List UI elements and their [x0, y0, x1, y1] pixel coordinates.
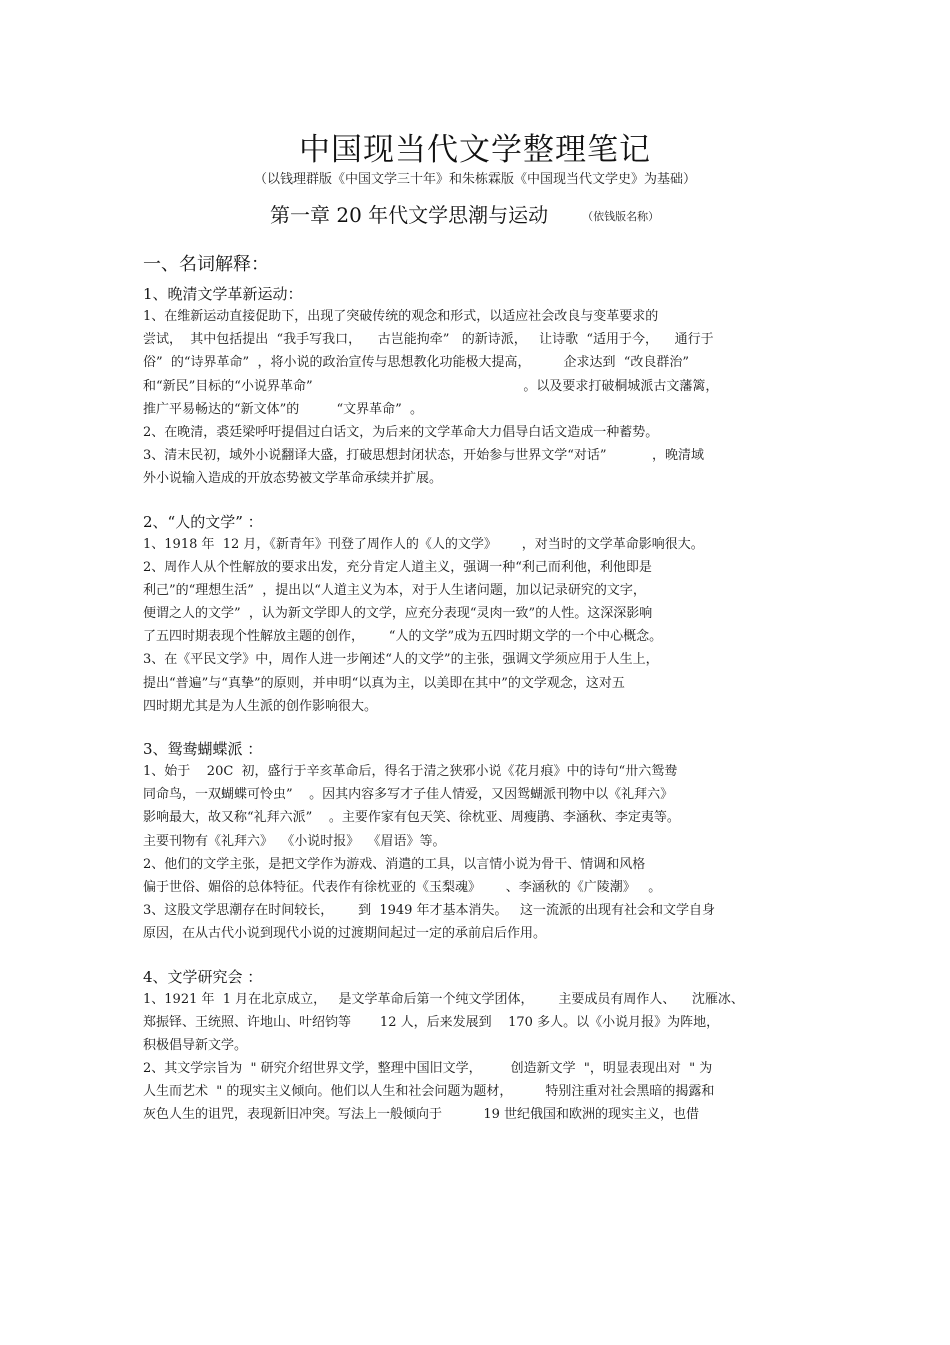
term-block [143, 738, 823, 946]
paragraph-line: 提出“普遍”与“真挚”的原则，并申明“以真为主，以美即在其中”的文学观念，这对五 [143, 675, 625, 691]
term-heading: 1、晚清文学革新运动： [143, 285, 303, 303]
term-heading: 4、文学研究会 ： [143, 967, 263, 986]
paragraph-line: 利己”的“理想生活” ，提出以“人道主义为本，对于人生诸问题，加以记录研究的文字， [143, 582, 646, 598]
chapter-heading [270, 199, 659, 228]
paragraph-line: 便谓之人的文学” ，认为新文学即人的文学，应充分表现“灵肉一致”的人性。这深深影响 [143, 606, 653, 622]
term-heading: 3、鸳鸯蝴蝶派 ： [143, 740, 263, 758]
paragraph-line: 外小说输入造成的开放态势被文学革命承续并扩展。 [143, 471, 443, 487]
chapter-title: 第一章 20 年代文学思潮与运动 [270, 203, 549, 227]
section-heading: 一、名词解释： [143, 254, 269, 275]
paragraph-line: 主要刊物有《礼拜六》 《小说时报》 《眉语》等。 [143, 833, 446, 849]
page-title: 中国现当代文学整理笔记 [299, 132, 651, 168]
paragraph-line: 和“新民”目标的“小说界革命” 。以及要求打破桐城派古文藩篱， [143, 378, 719, 394]
paragraph-line: 3、清末民初，域外小说翻译大盛，打破思想封闭状态，开始参与世界文学“对话” ，晚清域 [143, 448, 705, 464]
paragraph-line: 四时期尤其是为人生派的创作影响很大。 [143, 698, 378, 714]
document-body [143, 283, 823, 1127]
paragraph-line: 灰色人生的诅咒，表现新旧冲突。写法上一般倾向于 19 世纪俄国和欧洲的现实主义，也借 [143, 1107, 699, 1123]
paragraph-line: 原因，在从古代小说到现代小说的过渡期间起过一定的承前启后作用。 [143, 926, 547, 942]
paragraph-line: 偏于世俗、媚俗的总体特征。代表作有徐枕亚的《玉梨魂》 、李涵秋的《广陵潮》 。 [143, 879, 662, 895]
term-block [143, 511, 823, 719]
paragraph-line: 3、在《平民文学》中，周作人进一步阐述“人的文学”的主张，强调文学须应用于人生上， [143, 652, 659, 668]
paragraph-line: 2、周作人从个性解放的要求出发，充分肯定人道主义，强调一种“利己而利他，利他即是 [143, 559, 652, 575]
paragraph-line: 了五四时期表现个性解放主题的创作， “人的文学”成为五四时期文学的一个中心概念。 [143, 629, 663, 645]
paragraph-line: 2、他们的文学主张，是把文学作为游戏、消遣的工具，以言情小说为骨干、情调和风格 [143, 856, 646, 872]
paragraph-line: 3、这股文学思潮存在时间较长， 到 1949 年才基本消失。 这一流派的出现有社会和文学自身 [143, 903, 715, 919]
term-block [143, 966, 823, 1127]
paragraph-line: 俗” 的“诗界革命” ，将小说的政治宣传与思想教化功能极大提高， 企求达到 “改良群治” [143, 355, 690, 371]
page-subtitle: （以钱理群版《中国文学三十年》和朱栋霖版《中国现当代文学史》为基础） [253, 172, 696, 187]
paragraph-line: 推广平易畅达的“新文体”的 “文界革命” 。 [143, 401, 424, 417]
paragraph-line: 人生而艺术 " 的现实主义倾向。他们以人生和社会问题为题材， 特别注重对社会黑暗的揭露和 [143, 1084, 715, 1100]
paragraph-line: 同命鸟，一双蝴蝶可怜虫” 。因其内容多写才子佳人情爱，又因鸳蝴派刊物中以《礼拜六》 [143, 787, 674, 803]
paragraph-line: 影响最大，故又称“礼拜六派” 。主要作家有包天笑、徐枕亚、周瘦鹃、李涵秋、李定夷等。 [143, 810, 680, 826]
term-heading: 2、“人的文学” ： [143, 512, 263, 531]
paragraph-line: 2、其文学宗旨为 " 研究介绍世界文学，整理中国旧文学， 创造新文学 "，明显表现出对 " 为 [143, 1061, 713, 1077]
paragraph-line: 1、1921 年 1 月在北京成立， 是文学革命后第一个纯文学团体， 主要成员有周作人、 沈雁冰、 [143, 991, 744, 1007]
chapter-note: （依钱版名称） [582, 210, 660, 223]
paragraph-line: 2、在晚清，裘廷梁呼吁提倡过白话文，为后来的文学革命大力倡导白话文造成一种蓄势。 [143, 424, 659, 440]
paragraph-line: 1、1918 年 12 月，《新青年》刊登了周作人的《人的文学》 ，对当时的文学革命影响很大。 [143, 536, 704, 552]
term-block [143, 283, 823, 491]
paragraph-line: 尝试， 其中包括提出 “我手写我口， 古岂能拘牵” 的新诗派， 让诗歌 “适用于今， 通行于 [143, 332, 714, 348]
paragraph-line: 积极倡导新文学。 [143, 1037, 248, 1053]
paragraph-line: 郑振铎、王统照、许地山、叶绍钧等 12 人，后来发展到 170 多人。以《小说月报》为阵地， [143, 1014, 720, 1030]
paragraph-line: 1、始于 20C 初，盛行于辛亥革命后，得名于清之狭邪小说《花月痕》中的诗句“卅六鸳鸯 [143, 764, 678, 779]
paragraph-line: 1、在维新运动直接促助下，出现了突破传统的观念和形式，以适应社会改良与变革要求的 [143, 309, 659, 324]
